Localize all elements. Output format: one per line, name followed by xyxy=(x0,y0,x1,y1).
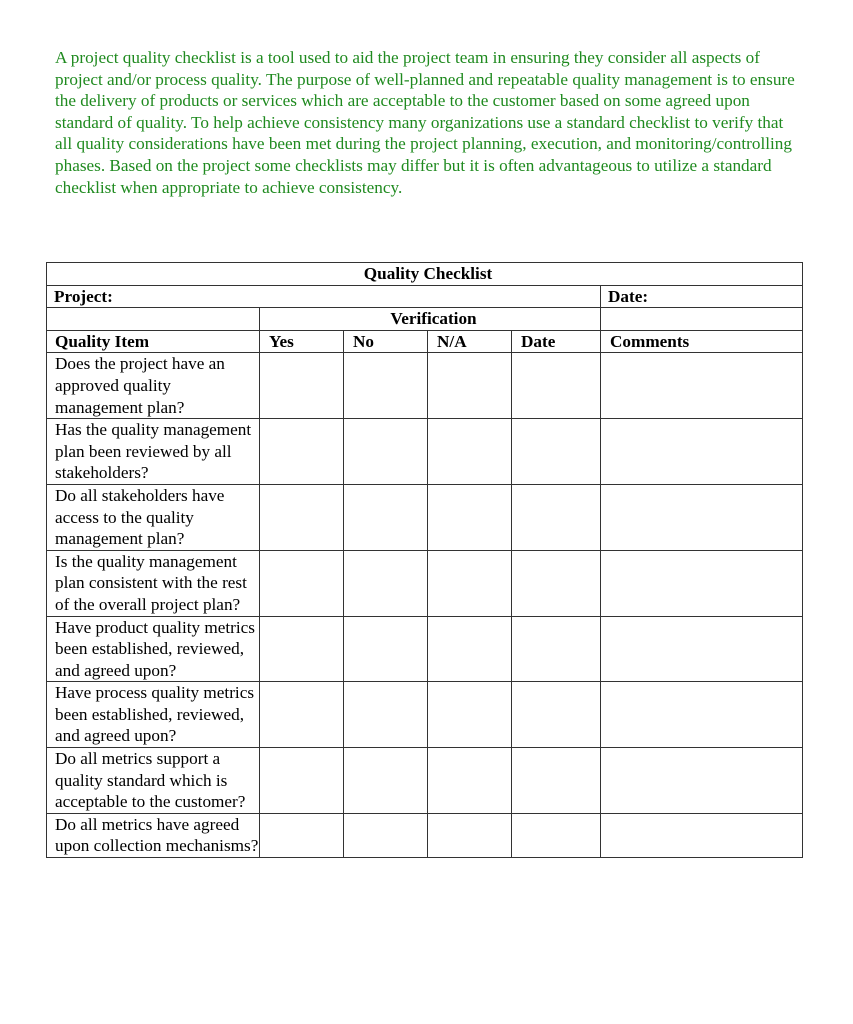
table-row xyxy=(47,484,803,550)
col-date: Date xyxy=(512,330,601,353)
yes-cell[interactable] xyxy=(260,353,344,419)
quality-item-cell: Have product quality metrics been established, reviewed, and agreed upon? xyxy=(47,616,260,682)
table-row xyxy=(47,419,803,485)
na-cell[interactable] xyxy=(428,748,512,814)
na-cell[interactable] xyxy=(428,353,512,419)
na-cell[interactable] xyxy=(428,682,512,748)
no-cell[interactable] xyxy=(344,682,428,748)
yes-cell[interactable] xyxy=(260,748,344,814)
comments-cell[interactable] xyxy=(601,616,803,682)
yes-cell[interactable] xyxy=(260,813,344,857)
no-cell[interactable] xyxy=(344,616,428,682)
verification-label: Verification xyxy=(260,308,601,331)
table-row xyxy=(47,682,803,748)
date-cell[interactable] xyxy=(512,353,601,419)
no-cell[interactable] xyxy=(344,353,428,419)
intro-paragraph: A project quality checklist is a tool used to aid the project team in ensuring they consider all aspects of project and/or process quality. The purpose of well-planned and repeatable quality management is to ensure the delivery of products or services which are acceptable to the customer based on some agreed upon standard of quality. To help achieve consistency many organizations use a standard checklist to verify that all quality considerations have been met during the project planning, execution, and monitoring/controlling phases. Based on the project some checklists may differ but it is often advantageous to utilize a standard checklist when appropriate to achieve consistency. xyxy=(55,48,795,197)
yes-cell[interactable] xyxy=(260,682,344,748)
table-title: Quality Checklist xyxy=(47,263,803,286)
col-no: No xyxy=(344,330,428,353)
date-cell[interactable] xyxy=(512,682,601,748)
na-cell[interactable] xyxy=(428,616,512,682)
project-row xyxy=(47,285,803,308)
table-row xyxy=(47,748,803,814)
table-row xyxy=(47,353,803,419)
comments-cell[interactable] xyxy=(601,813,803,857)
table-row xyxy=(47,616,803,682)
date-cell[interactable] xyxy=(512,419,601,485)
col-na: N/A xyxy=(428,330,512,353)
yes-cell[interactable] xyxy=(260,484,344,550)
col-quality-item: Quality Item xyxy=(47,330,260,353)
col-yes: Yes xyxy=(260,330,344,353)
no-cell[interactable] xyxy=(344,419,428,485)
yes-cell[interactable] xyxy=(260,419,344,485)
yes-cell[interactable] xyxy=(260,616,344,682)
project-label: Project: xyxy=(47,285,601,308)
no-cell[interactable] xyxy=(344,748,428,814)
quality-item-cell: Does the project have an approved quality management plan? xyxy=(47,353,260,419)
comments-cell[interactable] xyxy=(601,682,803,748)
date-cell[interactable] xyxy=(512,550,601,616)
no-cell[interactable] xyxy=(344,813,428,857)
no-cell[interactable] xyxy=(344,484,428,550)
header-row xyxy=(47,330,803,353)
na-cell[interactable] xyxy=(428,419,512,485)
col-comments: Comments xyxy=(601,330,803,353)
quality-checklist-table xyxy=(46,262,803,858)
quality-item-cell: Do all metrics support a quality standard which is acceptable to the customer? xyxy=(47,748,260,814)
verification-blank-right xyxy=(601,308,803,331)
verification-blank-left xyxy=(47,308,260,331)
na-cell[interactable] xyxy=(428,813,512,857)
date-cell[interactable] xyxy=(512,484,601,550)
quality-item-cell: Have process quality metrics been established, reviewed, and agreed upon? xyxy=(47,682,260,748)
no-cell[interactable] xyxy=(344,550,428,616)
date-cell[interactable] xyxy=(512,748,601,814)
quality-item-cell: Do all stakeholders have access to the quality management plan? xyxy=(47,484,260,550)
date-label: Date: xyxy=(601,285,803,308)
quality-item-cell: Is the quality management plan consistent with the rest of the overall project plan? xyxy=(47,550,260,616)
title-row xyxy=(47,263,803,286)
quality-item-cell: Has the quality management plan been reviewed by all stakeholders? xyxy=(47,419,260,485)
quality-item-cell: Do all metrics have agreed upon collection mechanisms? xyxy=(47,813,260,857)
comments-cell[interactable] xyxy=(601,419,803,485)
comments-cell[interactable] xyxy=(601,484,803,550)
date-cell[interactable] xyxy=(512,616,601,682)
yes-cell[interactable] xyxy=(260,550,344,616)
table-row xyxy=(47,813,803,857)
table-row xyxy=(47,550,803,616)
comments-cell[interactable] xyxy=(601,550,803,616)
verification-row xyxy=(47,308,803,331)
na-cell[interactable] xyxy=(428,484,512,550)
comments-cell[interactable] xyxy=(601,748,803,814)
date-cell[interactable] xyxy=(512,813,601,857)
na-cell[interactable] xyxy=(428,550,512,616)
comments-cell[interactable] xyxy=(601,353,803,419)
